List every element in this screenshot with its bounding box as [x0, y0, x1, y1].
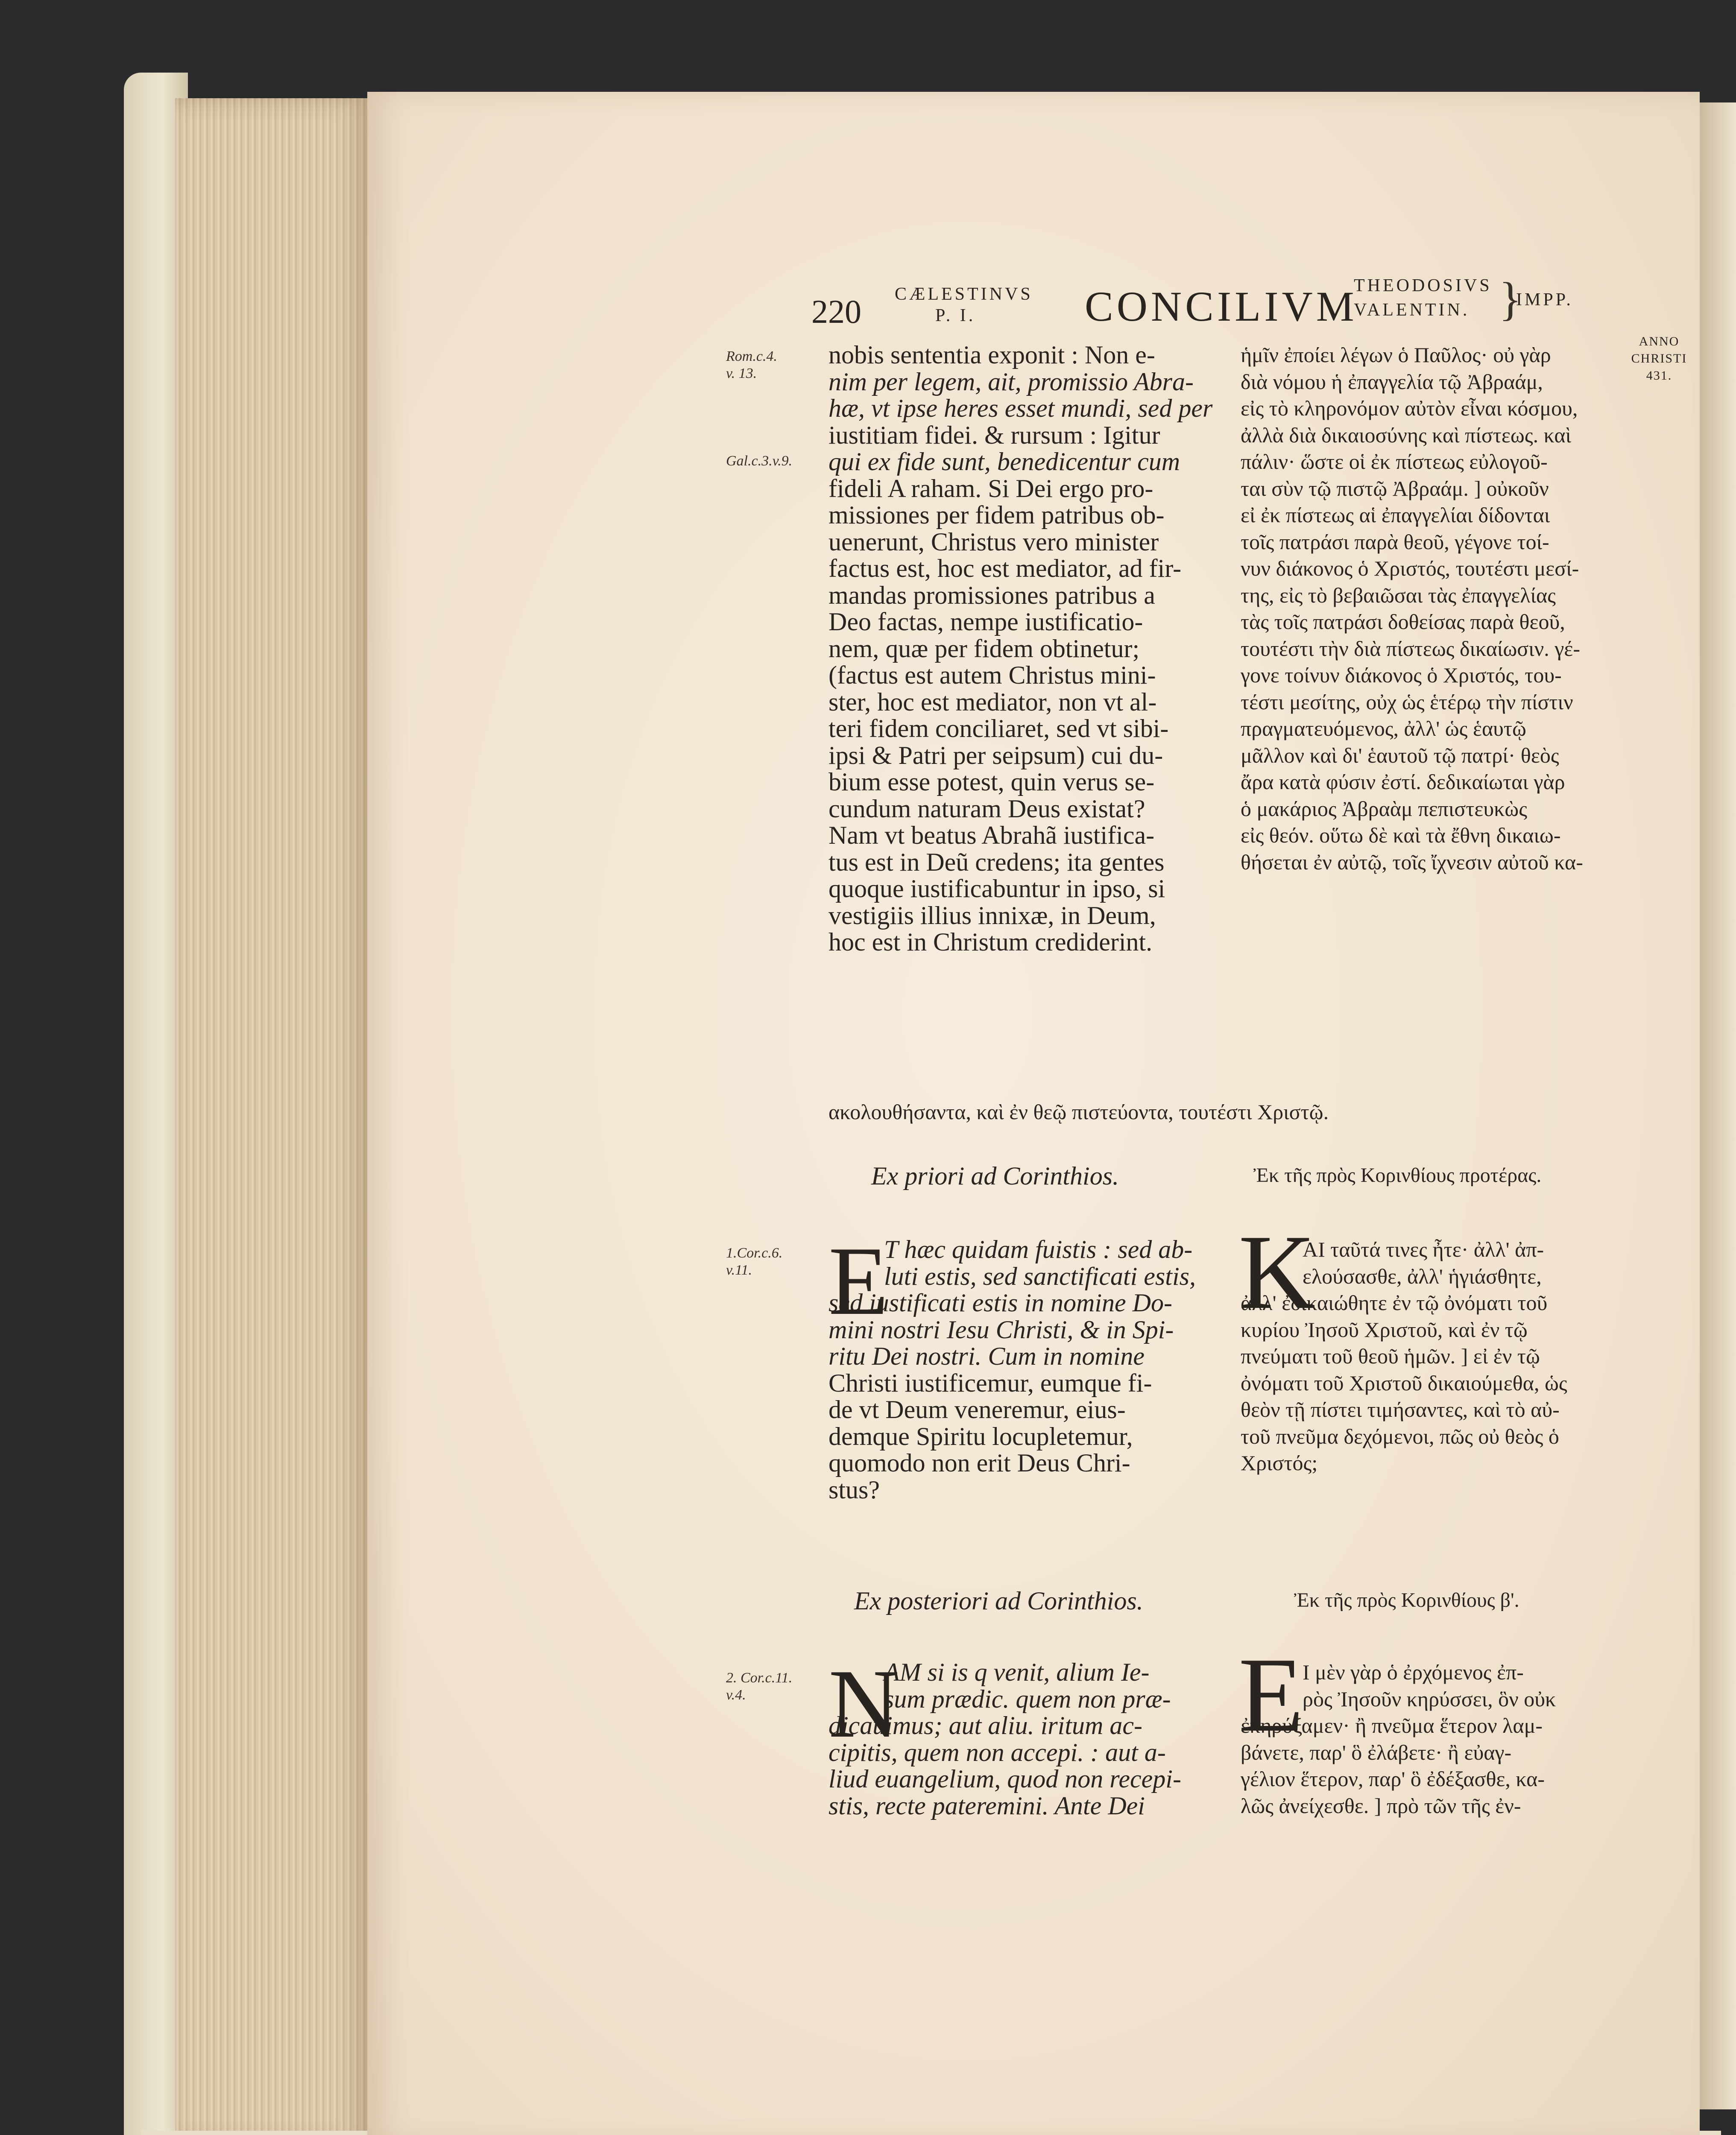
greek-line: πάλιν· ὥστε οἱ ἐκ πίστεως εὐλογοῦ-: [1241, 450, 1548, 474]
latin-line: cundum naturam Deus existat?: [828, 794, 1145, 823]
greek-line: ρὸς Ἰησοῦν κηρύσσει, ὃν οὐκ: [1303, 1687, 1556, 1711]
greek-line: Χριστός;: [1241, 1451, 1318, 1475]
greek-line: πνεύματι τοῦ θεοῦ ἡμῶν. ] εἰ ἐν τῷ: [1241, 1344, 1540, 1368]
header-brace: }: [1499, 273, 1522, 325]
section1-latin-heading: Ex priori ad Corinthios.: [871, 1162, 1119, 1190]
greek-line: I μὲν γὰρ ὁ ἐρχόμενος ἐπ-: [1303, 1660, 1524, 1684]
facing-page-edge: [1698, 102, 1736, 2109]
section2-latin-body: [828, 1712, 1226, 1819]
latin-line: missiones per fidem patribus ob-: [828, 501, 1165, 529]
greek-line: βάνετε, παρ' ὃ ἐλάβετε· ἢ εὐαγ-: [1241, 1740, 1512, 1764]
section1-latin-body: [828, 1290, 1226, 1503]
latin-line: quoque iustificabuntur in ipso, si: [828, 874, 1165, 903]
greek-line: γέλιον ἕτερον, παρ' ὃ ἐδέξασθε, κα-: [1241, 1767, 1545, 1791]
header-pope-number: P. I.: [935, 306, 976, 325]
latin-line: de vt Deum veneremur, eius-: [828, 1395, 1126, 1424]
greek-line: AI ταῦτά τινες ἦτε· ἀλλ' ἀπ-: [1303, 1237, 1544, 1261]
header-title: CONCILIVM: [1085, 283, 1358, 330]
latin-line: iustitiam fidei. & rursum : Igitur: [828, 421, 1160, 449]
section1-greek-dropcap: K: [1238, 1213, 1316, 1331]
greek-line: ἐκηρύξαμεν· ἢ πνεῦμα ἕτερον λαμ-: [1241, 1714, 1543, 1737]
greek-line: μᾶλλον καὶ δι' ἑαυτοῦ τῷ πατρί· θεὸς: [1241, 743, 1559, 767]
greek-column-main: [1241, 342, 1634, 875]
greek-line: ἄρα κατὰ φύσιν ἐστί. δεδικαίωται γὰρ: [1241, 770, 1565, 794]
greek-line: ἡμῖν ἐποίει λέγων ὁ Παῦλος· οὐ γὰρ: [1241, 343, 1551, 367]
greek-line: ελούσασθε, ἀλλ' ἡγιάσθητε,: [1303, 1264, 1542, 1288]
greek-line: ἀλλὰ διὰ δικαιοσύνης καὶ πίστεως. καὶ: [1241, 423, 1572, 447]
greek-line: ται σὺν τῷ πιστῷ Ἀβραάμ. ] οὐκοῦν: [1241, 476, 1549, 500]
running-header: [811, 273, 1614, 329]
latin-line: liud euangelium, quod non recepi-: [828, 1765, 1181, 1793]
latin-line: Christi iustificemur, eumque fi-: [828, 1369, 1152, 1397]
greek-line: θεὸν τῇ πίστει τιμήσαντες, καὶ τὸ αὐ-: [1241, 1398, 1560, 1421]
header-emperor-2: VALENTIN.: [1354, 300, 1470, 320]
margin-ref-romans: [726, 348, 777, 382]
latin-line: tus est in Deũ credens; ita gentes: [828, 848, 1165, 876]
latin-line: Deo factas, nempe iustificatio-: [828, 608, 1143, 636]
greek-line: τουτέστι τὴν διὰ πίστεως δικαίωσιν. γέ-: [1241, 636, 1581, 661]
latin-line: qui ex fide sunt, benedicentur cum: [828, 447, 1180, 476]
latin-line: demque Spiritu locupletemur,: [828, 1422, 1133, 1451]
section1-greek-first-lines: [1303, 1236, 1636, 1290]
latin-column-main: [828, 342, 1226, 956]
margin-ref-1cor-chapter: 1.Cor.c.6.: [726, 1245, 783, 1261]
section2-greek-heading: Ἐκ τῆς πρὸς Κορινθίους β'.: [1294, 1589, 1519, 1611]
header-pope-name: CÆLESTINVS: [895, 284, 1033, 304]
header-impp: IMPP.: [1516, 290, 1573, 310]
latin-line: AM si is q venit, alium Ie-: [884, 1658, 1150, 1686]
latin-line: cipitis, quem non accepi. : aut a-: [828, 1738, 1166, 1766]
latin-line: sed iustificati estis in nomine Do-: [828, 1289, 1172, 1317]
greek-line: της, εἰς τὸ βεβαιῶσαι τὰς ἐπαγγελίας: [1241, 583, 1556, 607]
section2-latin-heading: Ex posteriori ad Corinthios.: [854, 1587, 1143, 1615]
greek-line: τέστι μεσίτης, οὐχ ὡς ἑτέρῳ τὴν πίστιν: [1241, 690, 1573, 714]
latin-line: Nam vt beatus Abrahã iustifica-: [828, 821, 1155, 849]
latin-line: mandas promissiones patribus a: [828, 581, 1155, 609]
greek-line: ὁ μακάριος Ἀβραὰμ πεπιστευκὼς: [1241, 796, 1527, 821]
page-number: 220: [811, 293, 861, 330]
latin-line: nobis sententia exponit : Non e-: [828, 341, 1155, 369]
latin-line: ipsi & Patri per seipsum) cui du-: [828, 741, 1163, 769]
latin-line: quomodo non erit Deus Chri-: [828, 1449, 1130, 1477]
latin-line: dicauimus; aut aliu. iritum ac-: [828, 1711, 1142, 1740]
christi-label: CHRISTI: [1631, 351, 1687, 366]
latin-line: stus?: [828, 1475, 880, 1504]
section2-greek-dropcap: E: [1238, 1636, 1304, 1754]
latin-line: ster, hoc est mediator, non vt al-: [828, 687, 1157, 716]
latin-line: mini nostri Iesu Christi, & in Spi-: [828, 1315, 1174, 1344]
latin-line: factus est, hoc est mediator, ad fir-: [828, 554, 1182, 582]
anno-year: 431.: [1646, 369, 1672, 383]
margin-ref-1cor-verse: v.11.: [726, 1262, 752, 1278]
section1-latin-first-lines: [884, 1236, 1226, 1290]
section2-latin-first-lines: [884, 1659, 1226, 1712]
latin-line: nem, quæ per fidem obtinetur;: [828, 634, 1140, 663]
latin-line: nim per legem, ait, promissio Abra-: [828, 367, 1194, 396]
greek-line: γονε τοίνυν διάκονος ὁ Χριστός, του-: [1241, 663, 1562, 687]
latin-line: fideli A raham. Si Dei ergo pro-: [828, 474, 1153, 503]
section2-greek-first-lines: [1303, 1659, 1636, 1712]
latin-line: luti estis, sed sanctificati estis,: [884, 1262, 1196, 1290]
margin-ref-galatians: Gal.c.3.v.9.: [726, 453, 793, 469]
greek-line: ἀλλ' ἐδικαιώθητε ἐν τῷ ὀνόματι τοῦ: [1241, 1291, 1548, 1315]
greek-line: ὀνόματι τοῦ Χριστοῦ δικαιούμεθα, ὡς: [1241, 1371, 1567, 1395]
greek-line: κυρίου Ἰησοῦ Χριστοῦ, καὶ ἐν τῷ: [1241, 1317, 1528, 1342]
section2-greek-body: [1241, 1712, 1634, 1819]
section2-latin-dropcap: N: [828, 1649, 900, 1758]
latin-line: uenerunt, Christus vero minister: [828, 527, 1159, 556]
latin-line: teri fidem conciliaret, sed vt sibi-: [828, 714, 1169, 743]
anno-christi-note: [1627, 333, 1691, 384]
section1-greek-body: [1241, 1290, 1634, 1477]
margin-ref-romans-chapter: Rom.c.4.: [726, 348, 777, 364]
greek-line: εἰς τὸ κληρονόμον αὐτὸν εἶναι κόσμου,: [1241, 396, 1578, 420]
greek-line: τοῖς πατράσι παρὰ θεοῦ, γέγονε τοί-: [1241, 529, 1549, 554]
greek-line: τοῦ πνεῦμα δεχόμενοι, πῶς οὐ θεὸς ὁ: [1241, 1424, 1559, 1448]
anno-label: ANNO: [1639, 334, 1680, 348]
latin-line: T hæc quidam fuistis : sed ab-: [884, 1235, 1193, 1263]
latin-line: vestigiis illius innixæ, in Deum,: [828, 901, 1156, 930]
greek-line: λῶς ἀνείχεσθε. ] πρὸ τῶν τῆς ἐν-: [1241, 1793, 1521, 1818]
margin-ref-1-corinthians: [726, 1245, 782, 1279]
greek-line: διὰ νόμου ἡ ἐπαγγελία τῷ Ἀβραάμ,: [1241, 369, 1543, 394]
margin-ref-2cor-chapter: 2. Cor.c.11.: [726, 1670, 793, 1686]
latin-line: (factus est autem Christus mini-: [828, 661, 1156, 689]
page-edges: [175, 98, 372, 2135]
latin-line: hoc est in Christum crediderint.: [828, 928, 1153, 956]
latin-line: bium esse potest, quin verus se-: [828, 768, 1155, 796]
latin-line: stis, recte pateremini. Ante Dei: [828, 1791, 1145, 1820]
greek-line: εἰ ἐκ πίστεως αἱ ἐπαγγελίαι δίδονται: [1241, 503, 1550, 527]
latin-line: sum prædic. quem non præ-: [884, 1685, 1171, 1713]
section1-greek-heading: Ἐκ τῆς πρὸς Κορινθίους προτέρας.: [1253, 1164, 1542, 1187]
margin-ref-romans-verse: v. 13.: [726, 366, 757, 381]
margin-ref-2-corinthians: [726, 1670, 792, 1704]
greek-line: τὰς τοῖς πατράσι δοθείσας παρὰ θεοῦ,: [1241, 610, 1565, 634]
latin-line: hæ, vt ipse heres esset mundi, sed per: [828, 394, 1213, 422]
greek-line: εἰς θεόν. οὕτω δὲ καὶ τὰ ἔθνη δικαιω-: [1241, 823, 1561, 847]
greek-line: θήσεται ἐν αὐτῷ, τοῖς ἴχνεσιν αὐτοῦ κα-: [1241, 850, 1583, 874]
greek-full-width-line: ακολουθήσαντα, καὶ ἐν θεῷ πιστεύοντα, τουτέστι Χριστῷ.: [828, 1100, 1329, 1124]
greek-line: πραγματευόμενος, ἀλλ' ὡς ἑαυτῷ: [1241, 717, 1526, 740]
greek-line: νυν διάκονος ὁ Χριστός, τουτέστι μεσί-: [1241, 556, 1579, 580]
section1-latin-dropcap: E: [828, 1226, 889, 1335]
header-emperor-1: THEODOSIVS: [1354, 276, 1492, 295]
margin-ref-2cor-verse: v.4.: [726, 1687, 746, 1703]
latin-line: ritu Dei nostri. Cum in nomine: [828, 1342, 1145, 1370]
